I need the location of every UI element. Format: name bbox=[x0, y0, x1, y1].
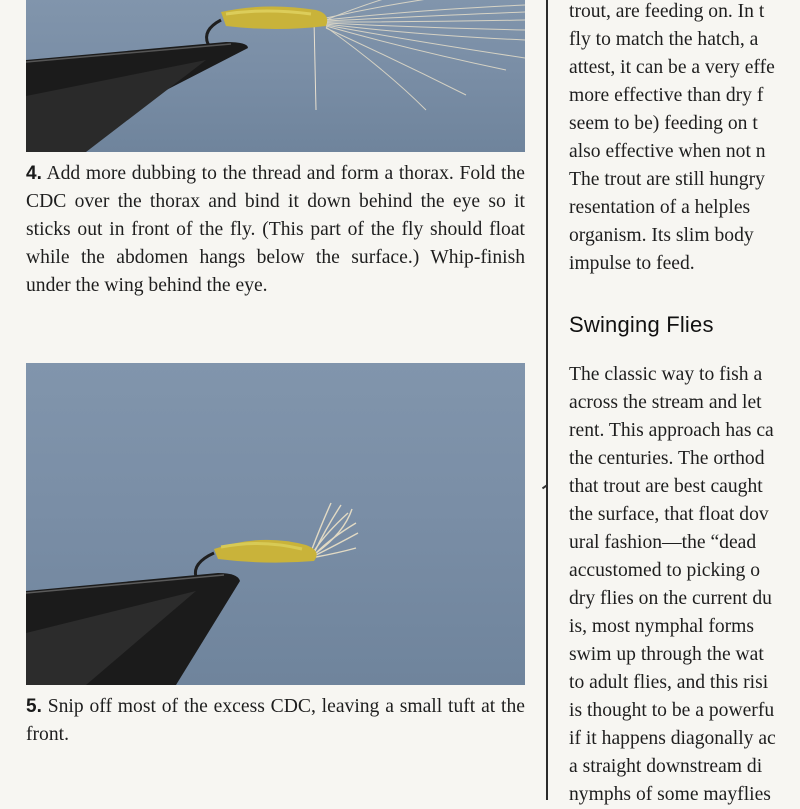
text-line: across the stream and let bbox=[569, 392, 762, 413]
step-5-photo bbox=[26, 363, 525, 685]
step-4-caption bbox=[26, 160, 525, 300]
step-5-caption bbox=[26, 693, 525, 749]
text-line: is, most nymphal forms bbox=[569, 616, 755, 637]
text-line: nymphs of some mayflies bbox=[569, 784, 771, 805]
text-line: if it happens diagonally ac bbox=[569, 728, 776, 749]
step-4-number: 4. bbox=[26, 163, 42, 184]
text-line: is thought to be a powerfu bbox=[569, 700, 775, 721]
text-line: also effective when not n bbox=[569, 141, 766, 162]
text-line: a straight downstream di bbox=[569, 756, 763, 777]
text-line: to adult flies, and this risi bbox=[569, 672, 769, 693]
fly-on-vise-illustration bbox=[26, 0, 525, 152]
text-line: organism. Its slim body bbox=[569, 225, 754, 246]
text-line: The classic way to fish a bbox=[569, 364, 763, 385]
fly-on-vise-illustration bbox=[26, 363, 525, 685]
text-line: attest, it can be a very effe bbox=[569, 57, 775, 78]
section-heading: Swinging Flies bbox=[569, 312, 714, 337]
text-line: the centuries. The orthod bbox=[569, 448, 765, 469]
text-line: fly to match the hatch, a bbox=[569, 29, 759, 50]
text-line: swim up through the wat bbox=[569, 644, 764, 665]
step-4-photo bbox=[26, 0, 525, 152]
text-line: that trout are best caught bbox=[569, 476, 763, 497]
text-line: dry flies on the current du bbox=[569, 588, 772, 609]
text-line: resentation of a helples bbox=[569, 197, 751, 218]
text-line: The trout are still hungry bbox=[569, 169, 765, 190]
right-column-paragraph-1 bbox=[569, 0, 800, 278]
text-line: ural fashion—the “dead bbox=[569, 532, 757, 553]
text-line: rent. This approach has ca bbox=[569, 420, 774, 441]
text-line: more effective than dry f bbox=[569, 85, 764, 106]
text-line: impulse to feed. bbox=[569, 253, 695, 274]
text-line: accustomed to picking o bbox=[569, 560, 760, 581]
step-4-text: Add more dubbing to the thread and form a thorax. Fold the CDC over the thorax and bind it down behind the eye so it sticks out in front of the fly. (This part of the fly should float while the abdomen hangs below the surface.) Whip-finish under the wing behind the eye. bbox=[26, 163, 525, 296]
column-divider bbox=[546, 0, 548, 800]
step-5-number: 5. bbox=[26, 696, 42, 717]
step-5-text: Snip off most of the excess CDC, leaving a small tuft at the front. bbox=[26, 696, 525, 745]
text-line: the surface, that float dov bbox=[569, 504, 769, 525]
text-line: seem to be) feeding on t bbox=[569, 113, 758, 134]
text-line: trout, are feeding on. In t bbox=[569, 1, 765, 22]
right-column-paragraph-2 bbox=[569, 361, 800, 809]
